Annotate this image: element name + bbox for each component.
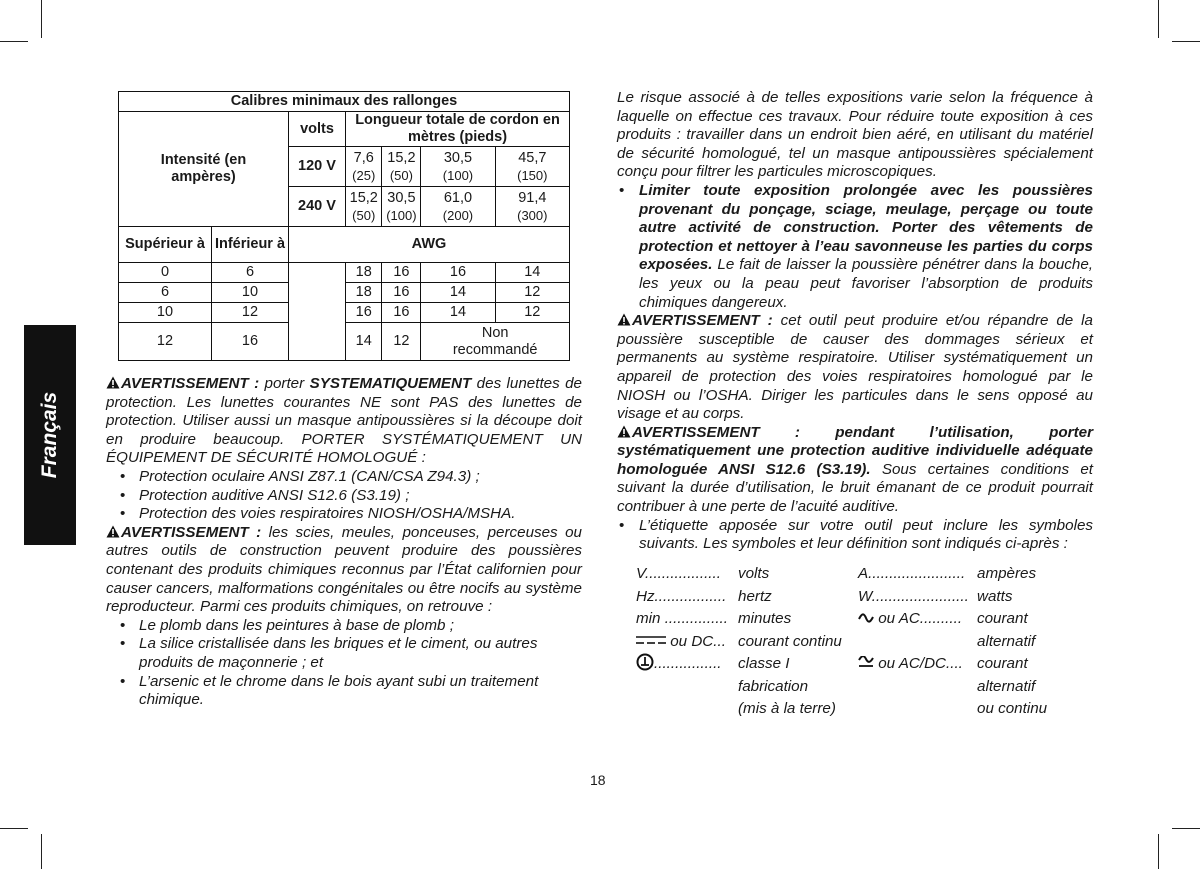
list-item: • Protection oculaire ANSI Z87.1 (CAN/CSA Z94.3) ; xyxy=(139,468,582,487)
symbol-row: ou AC/DC.... xyxy=(858,653,969,676)
length-label: Longueur totale de cordon en mètres (pieds) xyxy=(346,112,570,147)
table-cell: 18 xyxy=(346,263,382,283)
crop-mark xyxy=(1158,0,1159,38)
symbol-def: courant xyxy=(977,610,1028,627)
warning-icon xyxy=(617,313,631,326)
length-cell: 91,4 (300) xyxy=(495,187,569,227)
risk-paragraph: Le risque associé à de telles expositions varie selon la fréquence à laquelle on effectue ces travaux. Pour réduire toute exposition à ces produits : travailler dans un endroit bien aéré, en utilisant du matériel de sécurité homologué, tel un masque antipoussières spécialement conçu pour filtrer les particules microscopiques. xyxy=(617,89,1093,181)
right-column xyxy=(617,89,1093,554)
page-number: 18 xyxy=(590,772,606,788)
sup-label: Supérieur à xyxy=(119,227,212,263)
symbols-right-defs xyxy=(977,563,1047,721)
length-cell: 30,5 (100) xyxy=(382,187,421,227)
warning-icon xyxy=(106,525,120,538)
table-title: Calibres minimaux des rallonges xyxy=(119,92,570,112)
symbol-def: volts xyxy=(738,565,770,582)
table-cell: 12 xyxy=(212,303,289,323)
list-item: • L’étiquette apposée sur votre outil peut inclure les symboles suivants. Les symboles et leur définition sont indiqués ci-après : xyxy=(639,517,1093,554)
list-item: • Limiter toute exposition prolongée avec les poussières provenant du ponçage, sciage, meulage, perçage ou toute autre activité de construction. Porter des vêtements de protection et nettoyer à l’eau savonneuse les parties du corps exposées. Le fait de laisser la poussière pénétrer dans la bouche, les yeux ou la peau peut favoriser l’absorption de produits chimiques dangereux. xyxy=(639,182,1093,312)
chemicals-list xyxy=(106,617,582,710)
length-cell: 15,2 (50) xyxy=(346,187,382,227)
symbol-row: W....................... xyxy=(858,587,969,605)
blank-cell xyxy=(289,263,346,361)
symbol-def: (mis à la terre) xyxy=(738,700,836,717)
symbol-def: hertz xyxy=(738,587,772,605)
warning-eye-protection: AVERTISSEMENT : porter SYSTEMATIQUEMENT des lunettes de protection. Les lunettes courantes NE sont PAS des lunettes de protection. Utiliser aussi un masque antipoussières si la découpe doit en produire beaucoup. PORTER SYSTÉMATIQUEMENT UN ÉQUIPEMENT DE SÉCURITÉ HOMOLOGUÉ : xyxy=(106,375,582,467)
length-cell: 45,7 (150) xyxy=(495,147,569,187)
table-cell: 12 xyxy=(495,303,569,323)
language-tab-label: Français xyxy=(38,391,61,479)
table-cell: 14 xyxy=(421,303,495,323)
table-cell: 6 xyxy=(212,263,289,283)
language-tab xyxy=(24,325,76,545)
warning-dust-chemicals: AVERTISSEMENT : les scies, meules, ponceuses, perceuses ou autres outils de construction peuvent produire des poussières contenant des produits chimiques reconnus par l’État californien pour causer cancers, malformations congénitales ou être nocifs au système reproducteur. Parmi ces produits chimiques, on retrouve : xyxy=(106,523,582,616)
table-cell: 16 xyxy=(382,303,421,323)
symbol-row: A....................... xyxy=(858,565,966,582)
length-cell: 61,0 (200) xyxy=(421,187,495,227)
symbol-row: Hz................. xyxy=(636,587,727,605)
table-cell: 14 xyxy=(421,283,495,303)
table-cell: 14 xyxy=(346,323,382,361)
symbol-def: watts xyxy=(977,587,1013,605)
list-item: • La silice cristallisée dans les briques et le ciment, ou autres produits de maçonnerie ; et xyxy=(139,635,582,672)
symbol-row xyxy=(858,631,969,654)
crop-mark xyxy=(0,828,28,829)
warning-hearing: AVERTISSEMENT : pendant l’utilisation, porter systématiquement une protection auditive individuelle adéquate homologuée ANSI S12.6 (S3.19). Sous certaines conditions et suivant la durée d’utilisation, le bruit émanant de ce produit pourrait contribuer à une perte de l’acuité auditive. xyxy=(617,423,1093,516)
not-recommended-cell: Non recommandé xyxy=(421,323,570,361)
warning-icon xyxy=(617,425,631,438)
crop-mark xyxy=(41,0,42,38)
volts-label: volts xyxy=(289,112,346,147)
crop-mark xyxy=(1172,41,1200,42)
label-bullet-list xyxy=(617,517,1093,554)
symbol-def: courant continu xyxy=(738,632,842,650)
length-cell: 15,2 (50) xyxy=(382,147,421,187)
table-cell: 18 xyxy=(346,283,382,303)
symbol-def: ampères xyxy=(977,565,1037,582)
warning-respiratory: AVERTISSEMENT : cet outil peut produire et/ou répandre de la poussière susceptible de causer des dommages sérieux et permanents au système respiratoire. Utiliser systématiquement un appareil de protection des voies respiratoires homologué par le NIOSH ou l’OSHA. Diriger les particules dans le sens opposé au visage et au corps. xyxy=(617,312,1093,423)
table-cell: 16 xyxy=(212,323,289,361)
symbol-def: ou continu xyxy=(977,700,1048,717)
symbol-row: ou AC.......... xyxy=(858,608,969,631)
table-cell: 16 xyxy=(346,303,382,323)
symbol-row: ................ xyxy=(636,653,728,676)
list-item: • Le plomb dans les peintures à base de plomb ; xyxy=(139,617,582,636)
crop-mark xyxy=(0,41,28,42)
table-cell: 12 xyxy=(495,283,569,303)
list-item: • Protection auditive ANSI S12.6 (S3.19) ; xyxy=(139,487,582,506)
ac-symbol-icon xyxy=(858,613,874,623)
list-item: • L’arsenic et le chrome dans le bois ayant subi un traitement chimique. xyxy=(139,673,582,710)
volt-row-240: 240 V xyxy=(289,187,346,227)
table-cell: 0 xyxy=(119,263,212,283)
crop-mark xyxy=(41,834,42,869)
dc-symbol-icon xyxy=(636,635,666,645)
warning-icon xyxy=(106,376,120,389)
symbols-right xyxy=(858,563,969,676)
inf-label: Inférieur à xyxy=(212,227,289,263)
table-cell: 16 xyxy=(382,283,421,303)
crop-mark xyxy=(1172,828,1200,829)
intensity-label: Intensité (en ampères) xyxy=(119,112,289,227)
symbol-def: alternatif xyxy=(977,677,1036,695)
symbols-left xyxy=(636,563,728,676)
left-column xyxy=(106,375,582,710)
table-cell: 6 xyxy=(119,283,212,303)
symbol-row: V.................. xyxy=(636,565,721,582)
table-cell: 16 xyxy=(382,263,421,283)
symbol-def: courant xyxy=(977,655,1028,672)
symbols-left-defs xyxy=(738,563,842,721)
symbol-def: minutes xyxy=(738,610,792,627)
list-item: • Protection des voies respiratoires NIOSH/OSHA/MSHA. xyxy=(139,505,582,524)
length-cell: 7,6 (25) xyxy=(346,147,382,187)
symbol-def: classe I xyxy=(738,655,790,672)
extension-cord-table xyxy=(118,91,570,361)
awg-label: AWG xyxy=(289,227,570,263)
table-cell: 12 xyxy=(119,323,212,361)
symbol-def: alternatif xyxy=(977,632,1036,650)
volt-row-120: 120 V xyxy=(289,147,346,187)
symbol-row: ou DC... xyxy=(636,631,728,654)
length-cell: 30,5 (100) xyxy=(421,147,495,187)
crop-mark xyxy=(1158,834,1159,869)
table-cell: 14 xyxy=(495,263,569,283)
symbol-def: fabrication xyxy=(738,677,809,695)
table-cell: 10 xyxy=(212,283,289,303)
class-i-ground-icon xyxy=(636,653,654,671)
table-cell: 12 xyxy=(382,323,421,361)
ppe-list xyxy=(106,468,582,524)
dust-bullet-list xyxy=(617,182,1093,312)
table-cell: 10 xyxy=(119,303,212,323)
table-cell: 16 xyxy=(421,263,495,283)
ac-dc-symbol-icon xyxy=(858,656,874,668)
symbol-row: min ............... xyxy=(636,610,728,627)
